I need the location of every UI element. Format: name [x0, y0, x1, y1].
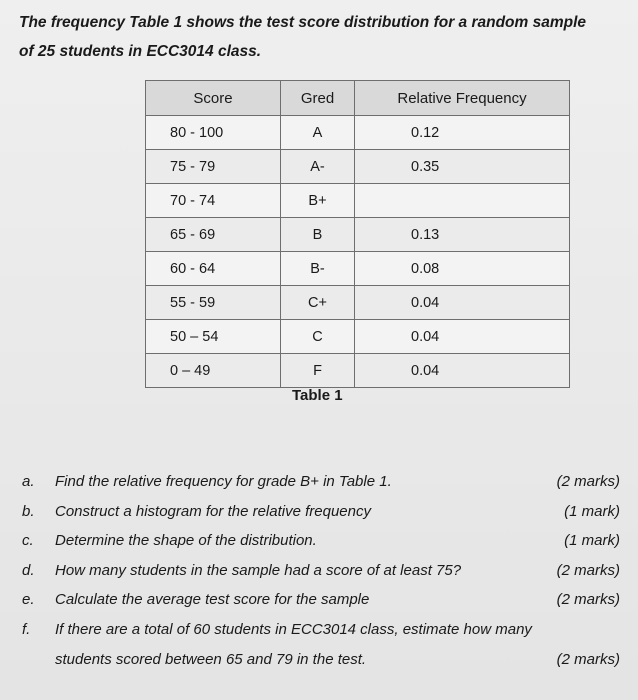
question-d: [22, 556, 622, 586]
question-label: e.: [22, 591, 35, 609]
table-caption: Table 1: [292, 387, 343, 404]
question-text: Construct a histogram for the relative frequency: [55, 502, 371, 520]
question-label: c.: [22, 532, 34, 550]
table-row: [146, 218, 570, 252]
table-row: [146, 354, 570, 388]
cell-relative-frequency: 0.04: [355, 354, 570, 388]
cell-relative-frequency: 0.13: [355, 218, 570, 252]
frequency-table: [145, 80, 570, 388]
table-row: [146, 320, 570, 354]
question-a: [22, 467, 622, 497]
cell-score: 0 – 49: [146, 354, 281, 388]
question-marks: (1 mark): [564, 532, 620, 550]
header-relative-frequency: Relative Frequency: [355, 81, 570, 116]
cell-relative-frequency: 0.04: [355, 286, 570, 320]
question-c: [22, 526, 622, 556]
question-marks: (2 marks): [556, 561, 620, 579]
cell-score: 70 - 74: [146, 184, 281, 218]
question-f: [22, 615, 622, 645]
cell-grade: C: [281, 320, 355, 354]
table-row: [146, 184, 570, 218]
question-marks: (1 mark): [564, 502, 620, 520]
cell-grade: C+: [281, 286, 355, 320]
cell-relative-frequency: 0.08: [355, 252, 570, 286]
cell-score: 80 - 100: [146, 116, 281, 150]
cell-relative-frequency: 0.35: [355, 150, 570, 184]
question-list: [22, 467, 622, 674]
question-marks: (2 marks): [556, 591, 620, 609]
question-b: [22, 497, 622, 527]
question-marks: (2 marks): [556, 473, 620, 490]
cell-grade: A-: [281, 150, 355, 184]
cell-grade: A: [281, 116, 355, 150]
table-row: [146, 116, 570, 150]
cell-score: 50 – 54: [146, 320, 281, 354]
cell-grade: B+: [281, 184, 355, 218]
question-text: Find the relative frequency for grade B+ in Table 1.: [55, 473, 392, 490]
question-e: [22, 585, 622, 615]
table-row: [146, 150, 570, 184]
intro-line-2: of 25 students in ECC3014 class.: [19, 43, 262, 60]
cell-grade: B-: [281, 252, 355, 286]
question-label: f.: [22, 620, 31, 638]
cell-grade: F: [281, 354, 355, 388]
header-score: Score: [146, 81, 281, 116]
table-header-row: [146, 81, 570, 116]
intro-paragraph: [19, 8, 629, 66]
cell-relative-frequency: 0.12: [355, 116, 570, 150]
question-text: Calculate the average test score for the sample: [55, 591, 370, 609]
question-marks: (2 marks): [556, 650, 620, 668]
cell-score: 75 - 79: [146, 150, 281, 184]
cell-score: 60 - 64: [146, 252, 281, 286]
cell-grade: B: [281, 218, 355, 252]
cell-score: 65 - 69: [146, 218, 281, 252]
question-f-continued: [22, 645, 622, 675]
intro-line-1: The frequency Table 1 shows the test score distribution for a random sample: [19, 14, 587, 31]
question-text: How many students in the sample had a score of at least 75?: [55, 561, 462, 579]
question-label: d.: [22, 561, 35, 579]
cell-score: 55 - 59: [146, 286, 281, 320]
question-text: Determine the shape of the distribution.: [55, 532, 317, 550]
question-label: b.: [22, 502, 35, 520]
table-row: [146, 252, 570, 286]
question-text: If there are a total of 60 students in ECC3014 class, estimate how many: [55, 620, 532, 638]
question-text: students scored between 65 and 79 in the test.: [55, 650, 367, 668]
cell-relative-frequency: [355, 184, 570, 218]
question-label: a.: [22, 473, 35, 490]
cell-relative-frequency: 0.04: [355, 320, 570, 354]
header-grade: Gred: [281, 81, 355, 116]
table-row: [146, 286, 570, 320]
